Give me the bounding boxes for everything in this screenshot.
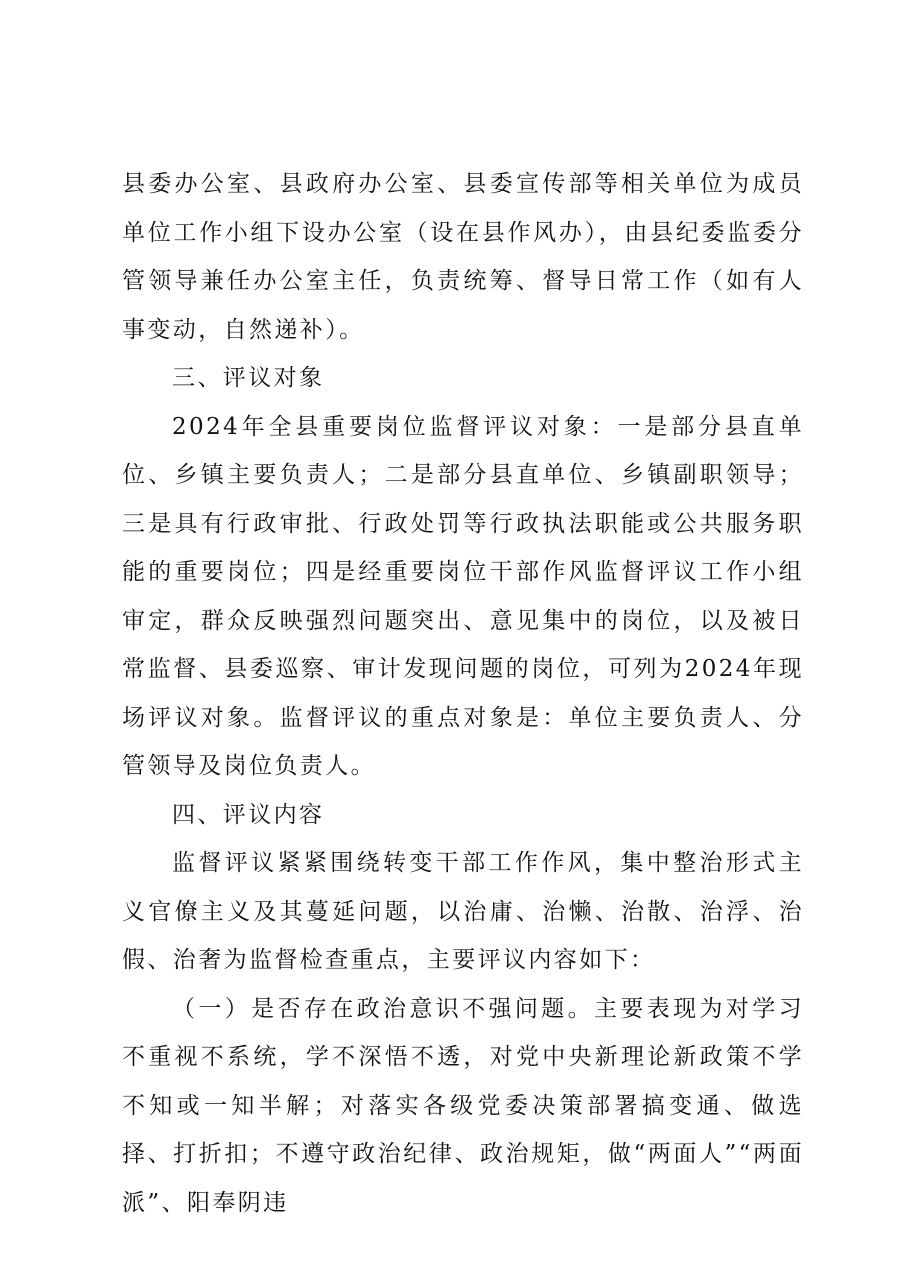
section-heading-review-content: 四、评议内容	[172, 801, 325, 828]
item-1-body: 主要表现为对学习不重视不系统，学不深悟不透，对党中央新理论新政策不学不知或一知半解；对落实各级党委决策部署搞变通、做选择、打折扣；不遵守政治纪律、政治规矩，做“两面人”“两面派”、阳奉阴违	[122, 995, 804, 1216]
item-1-lead: （一）是否存在政治意识不强问题。	[172, 995, 594, 1022]
paragraph-review-content-intro: 监督评议紧紧围绕转变干部工作作风，集中整治形式主义官僚主义及其蔓延问题，以治庸、治懒、治散、治浮、治假、治奢为监督检查重点，主要评议内容如下：	[122, 850, 804, 973]
paragraph-working-group-office: 县委办公室、县政府办公室、县委宣传部等相关单位为成员单位工作小组下设办公室（设在县作风办），由县纪委监委分管领导兼任办公室主任，负责统筹、督导日常工作（如有人事变动，自然递补）。	[122, 171, 804, 343]
paragraph-item-1	[122, 985, 804, 1228]
paragraph-review-targets: 2024年全县重要岗位监督评议对象：一是部分县直单位、乡镇主要负责人；二是部分县直单位、乡镇副职领导；三是具有行政审批、行政处罚等行政执法职能或公共服务职能的重要岗位；四是经重要岗位干部作风监督评议工作小组审定，群众反映强烈问题突出、意见集中的岗位，以及被日常监督、县委巡察、审计发现问题的岗位，可列为2024年现场评议对象。监督评议的重点对象是：单位主要负责人、分管领导及岗位负责人。	[122, 413, 804, 779]
document-body	[122, 160, 804, 1227]
section-heading-review-targets: 三、评议对象	[172, 365, 325, 391]
